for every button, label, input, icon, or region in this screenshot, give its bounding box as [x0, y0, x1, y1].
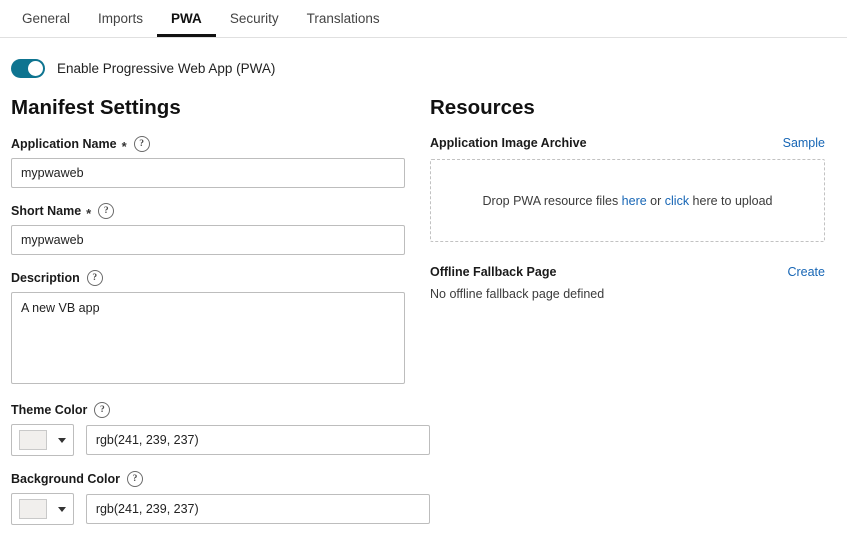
- theme-color-row: [11, 424, 430, 456]
- resources-heading: Resources: [430, 96, 535, 119]
- application-name-label: Application Name: [11, 137, 117, 151]
- tab-security[interactable]: Security: [229, 11, 279, 26]
- dropzone-text-3: here to upload: [689, 193, 773, 208]
- description-field: [11, 270, 430, 387]
- resource-dropzone[interactable]: [430, 159, 825, 242]
- enable-pwa-label: Enable Progressive Web App (PWA): [57, 61, 276, 76]
- resources-panel: [430, 96, 837, 540]
- application-name-field: [11, 136, 430, 188]
- manifest-settings-panel: [0, 96, 430, 540]
- theme-color-swatch: [19, 430, 47, 450]
- short-name-field: [11, 203, 430, 255]
- tab-imports[interactable]: Imports: [98, 11, 144, 26]
- toggle-knob-icon: [28, 61, 43, 76]
- short-name-label: Short Name: [11, 204, 82, 218]
- dropzone-click-link[interactable]: click: [664, 193, 690, 208]
- background-color-swatch: [19, 499, 47, 519]
- help-icon[interactable]: ?: [127, 471, 143, 487]
- theme-color-input[interactable]: [86, 425, 430, 455]
- chevron-down-icon: [58, 438, 66, 443]
- help-icon[interactable]: ?: [94, 402, 110, 418]
- tab-translations[interactable]: Translations: [306, 11, 380, 26]
- dropzone-text-1: Drop PWA resource files: [482, 193, 622, 208]
- required-marker: *: [86, 205, 92, 221]
- create-link[interactable]: Create: [787, 265, 825, 279]
- theme-color-label: Theme Color: [11, 403, 88, 417]
- image-archive-label: Application Image Archive: [430, 136, 587, 150]
- settings-columns: [0, 96, 847, 540]
- short-name-input[interactable]: [11, 225, 405, 255]
- manifest-settings-heading: Manifest Settings: [11, 96, 181, 119]
- image-archive-header: [430, 136, 825, 150]
- background-color-field: [11, 471, 430, 525]
- offline-fallback-label: Offline Fallback Page: [430, 265, 557, 279]
- dropzone-text-2: or: [646, 193, 665, 208]
- enable-pwa-row: [11, 59, 847, 78]
- help-icon[interactable]: ?: [87, 270, 103, 286]
- offline-fallback-status: No offline fallback page defined: [430, 287, 605, 301]
- theme-color-label-row: [11, 402, 430, 418]
- background-color-input[interactable]: [86, 494, 430, 524]
- description-label: Description: [11, 271, 80, 285]
- offline-fallback-header: [430, 265, 825, 279]
- application-image-archive-block: [430, 136, 837, 242]
- short-name-label-row: [11, 203, 430, 219]
- description-textarea[interactable]: [11, 292, 405, 384]
- enable-pwa-toggle[interactable]: [11, 59, 45, 78]
- offline-fallback-block: [430, 265, 837, 301]
- tab-bar: [0, 0, 847, 38]
- background-color-label: Background Color: [11, 472, 121, 486]
- background-color-row: [11, 493, 430, 525]
- background-color-picker[interactable]: [11, 493, 74, 525]
- theme-color-field: [11, 402, 430, 456]
- required-marker: *: [121, 138, 127, 154]
- sample-link[interactable]: Sample: [782, 136, 825, 150]
- help-icon[interactable]: ?: [134, 136, 150, 152]
- tab-pwa[interactable]: PWA: [157, 0, 216, 37]
- background-color-label-row: [11, 471, 430, 487]
- dropzone-text: [483, 194, 773, 208]
- application-name-label-row: [11, 136, 430, 152]
- dropzone-here-link[interactable]: here: [621, 193, 647, 208]
- application-name-input[interactable]: [11, 158, 405, 188]
- help-icon[interactable]: ?: [98, 203, 114, 219]
- theme-color-picker[interactable]: [11, 424, 74, 456]
- tab-general[interactable]: General: [22, 11, 71, 26]
- description-label-row: [11, 270, 430, 286]
- chevron-down-icon: [58, 507, 66, 512]
